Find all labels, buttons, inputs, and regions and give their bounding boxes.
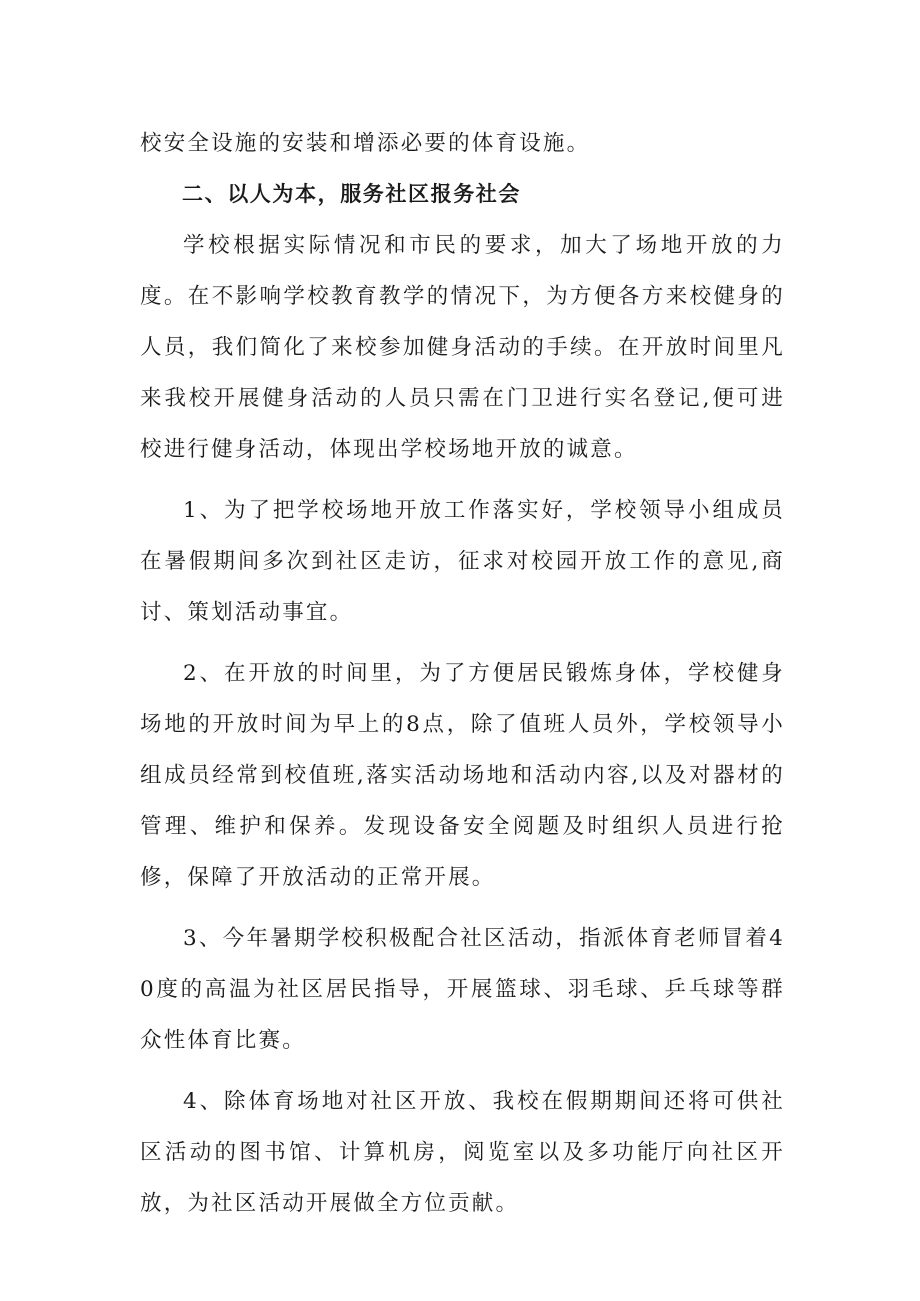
paragraph-item-4: 4、除体育场地对社区开放、我校在假期期间还将可供社区活动的图书馆、计算机房，阅览室以及多功能厅向社区开放，为社区活动开展做全方位贡献。 [140, 1089, 785, 1216]
section-heading: 二、以人为本，服务社区报务社会 [182, 182, 521, 206]
paragraph-continuation: 校安全设施的安装和增添必要的体育设施。 [140, 131, 591, 156]
paragraph-item-1: 1、为了把学校场地开放工作落实好，学校领导小组成员在暑假期间多次到社区走访，征求对校园开放工作的意见,商讨、策划活动事宜。 [140, 498, 785, 625]
paragraph-item-3: 3、今年暑期学校积极配合社区活动，指派体育老师冒着40度的高温为社区居民指导，开展篮球、羽毛球、乒乓球等群众性体育比赛。 [140, 926, 785, 1053]
document-body [140, 118, 785, 1229]
paragraph-item-2: 2、在开放的时间里，为了方便居民锻炼身体，学校健身场地的开放时间为早上的8点，除了值班人员外，学校领导小组成员经常到校值班,落实活动场地和活动内容,以及对器材的管理、维护和保养。发现设备安全阅题及时组织人员进行抢修，保障了开放活动的正常开展。 [140, 661, 785, 890]
paragraph-site-opening: 学校根据实际情况和市民的要求，加大了场地开放的力度。在不影响学校教育教学的情况下，为方便各方来校健身的人员，我们简化了来校参加健身活动的手续。在开放时间里凡来我校开展健身活动的人员只需在门卫进行实名登记,便可进校进行健身活动，体现出学校场地开放的诚意。 [140, 233, 785, 462]
